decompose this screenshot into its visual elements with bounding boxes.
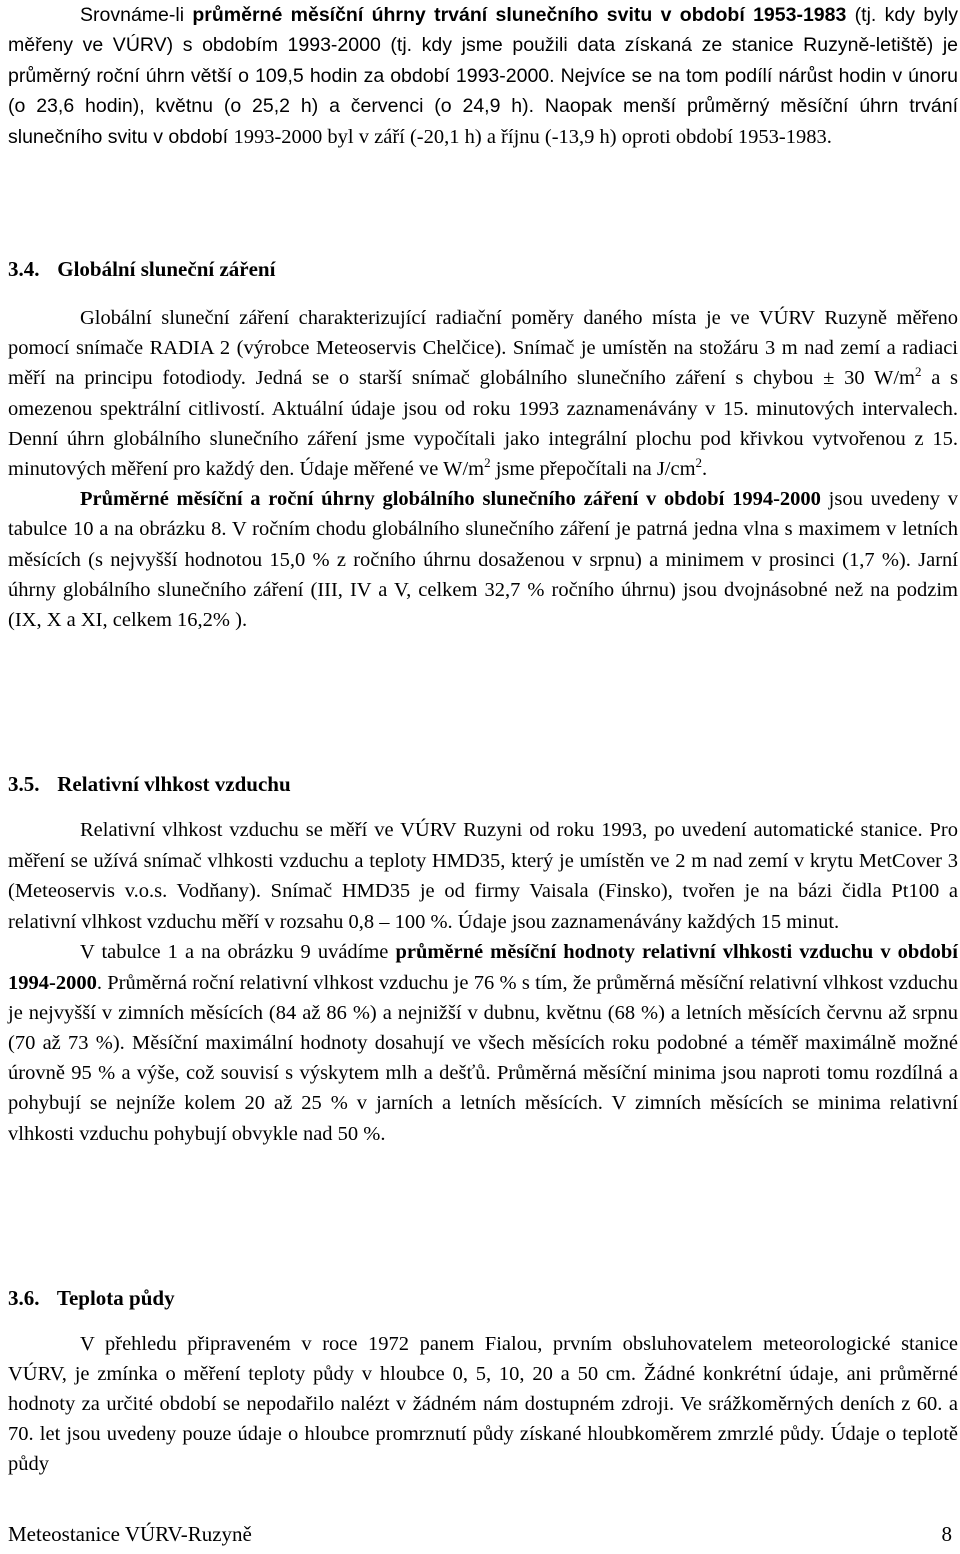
- humidity-paragraph-2: V tabulce 1 a na obrázku 9 uvádíme průměrné měsíční hodnoty relativní vlhkosti vzduchu v období 1994-2000. Průměrná roční relativní vlhkost vzduchu je 76 % s tím, že průměrná měsíční relativní vlhkost vzduchu je nejvyšší v zimních měsících (84 až 86 %) a nejnižší v dubnu, květnu (68 %) a letních měsících červnu až srpnu (70 až 73 %). Měsíční maximální hodnoty dosahují ve všech měsících roku podobné a téměř maximálně možné úrovně 95 % a výše, což souvisí s výskytem mlh a dešťů. Průměrná měsíční minima jsou naproti tomu rozdílná a pohybují se nejníže kolem 20 až 25 % v jarních a letních měsících. V zimních měsících se minima relativní vlhkosti vzduchu pohybují obvykle nad 50 %.: [8, 941, 958, 1145]
- sunshine-comparison-paragraph: [8, 0, 958, 152]
- para-intro: Srovnáme-li: [80, 4, 193, 26]
- global-radiation-bold-phrase: Průměrné měsíční a roční úhrny globálního slunečního záření v období 1994-2000: [80, 488, 821, 511]
- footer-title: Meteostanice VÚRV-Ruzyně: [8, 1522, 252, 1546]
- global-radiation-paragraph-2: Průměrné měsíční a roční úhrny globálního slunečního záření v období 1994-2000 jsou uvedeny v tabulce 10 a na obrázku 8. V ročním chodu globálního slunečního záření je patrná jedna vlna s maximem v letních měsících (s nejvyšší hodnotou 15,0 % z ročního úhrnu dosaženou v srpnu) a minimem v prosinci (1,7 %). Jarní úhrny globálního slunečního záření (III, IV a V, celkem 32,7 % ročního úhrnu) jsou dvojnásobné než na podzim (IX, X a XI, celkem 16,2% ).: [8, 488, 958, 632]
- sunshine-bold-phrase: průměrné měsíční úhrny trvání slunečního svitu v období 1953-1983: [192, 4, 847, 26]
- para-tail: 1993-2000 byl v září (-20,1 h) a říjnu (-13,9 h) oproti období 1953-1983.: [233, 125, 832, 148]
- global-radiation-paragraph-1: Globální sluneční záření charakterizující radiační poměry daného místa je ve VÚRV Ruzyně měřeno pomocí snímače RADIA 2 (výrobce Meteoservis Chelčice). Snímač je umístěn na stožáru 3 m nad zemí a radiaci měří na principu fotodiody. Jedná se o starší snímač globálního slunečního záření s chybou ± 30 $W/m^2$ a s omezenou spektrální citlivostí. Aktuální údaje jsou od roku 1993 zaznamenávány v 15. minutových intervalech. Denní úhrn globálního slunečního záření jsme vypočítali jako integrální plochu pod křivkou vytvořenou z 15. minutových měření pro každý den. Údaje měřené ve $W/m^2$ jsme přepočítali na $J/cm^2$.: [8, 307, 958, 481]
- humidity-paragraph-1: Relativní vlhkost vzduchu se měří ve VÚRV Ruzyni od roku 1993, po uvedení automatické stanice. Pro měření se užívá snímač vlhkosti vzduchu a teploty HMD35, který je umístěn ve 2 m nad zemí v krytu MetCover 3 (Meteoservis v.o.s. Vodňany). Snímač HMD35 je od firmy Vaisala (Finsko), tvořen je na bázi čidla Pt100 a relativní vlhkost vzduchu měří v rozsahu 0,8 – 100 %. Údaje jsou zaznamenávány každých 15 minut.: [8, 819, 958, 933]
- section-3-6-heading: [8, 1286, 175, 1311]
- section-number: 3.4.: [8, 257, 40, 281]
- section-3-4-heading: [8, 257, 275, 282]
- soil-temperature-text: [8, 1329, 958, 1479]
- page-number: 8: [941, 1522, 952, 1546]
- section-3-5-heading: [8, 772, 291, 797]
- humidity-bold-phrase: průměrné měsíční hodnoty relativní vlhkosti vzduchu v období 1994-2000: [8, 941, 958, 994]
- relative-humidity-text: [8, 815, 958, 1149]
- section-number: 3.6.: [8, 1286, 40, 1310]
- section-number: 3.5.: [8, 772, 40, 796]
- section-title: Relativní vlhkost vzduchu: [57, 772, 291, 796]
- page-footer: [8, 1522, 952, 1547]
- soil-temperature-paragraph: V přehledu připraveném v roce 1972 panem Fialou, prvním obsluhovatelem meteorologické stanice VÚRV, je zmínka o měření teploty půdy v hloubce 0, 5, 10, 20 a 50 cm. Žádné konkrétní údaje, ani průměrné hodnoty za určité období se nepodařilo nalézt v žádném nám dostupném zdroji. Ve srážkoměrných deních z 60. a 70. let jsou uvedeny pouze údaje o hloubce promrznutí půdy získané hloubkoměrem zmrzlé půdy. Údaje o teplotě půdy: [8, 1333, 958, 1476]
- section-title: Teplota půdy: [56, 1286, 175, 1310]
- global-radiation-text: [8, 303, 958, 635]
- para-body: (tj. kdy byly měřeny ve VÚRV) s obdobím 1993-2000 (tj. kdy jsme použili data získaná ze stanice Ruzyně-letiště) je průměrný roční úhrn větší o 109,5 hodin za období 1993-2000. Nejvíce se na tom podílí nárůst hodin v únoru (o 23,6 hodin), květnu (o 25,2 h) a červenci (o 24,9 h). Naopak menší průměrný měsíční úhrn trvání slunečního svitu v období: [8, 4, 959, 148]
- section-title: Globální sluneční záření: [57, 257, 276, 281]
